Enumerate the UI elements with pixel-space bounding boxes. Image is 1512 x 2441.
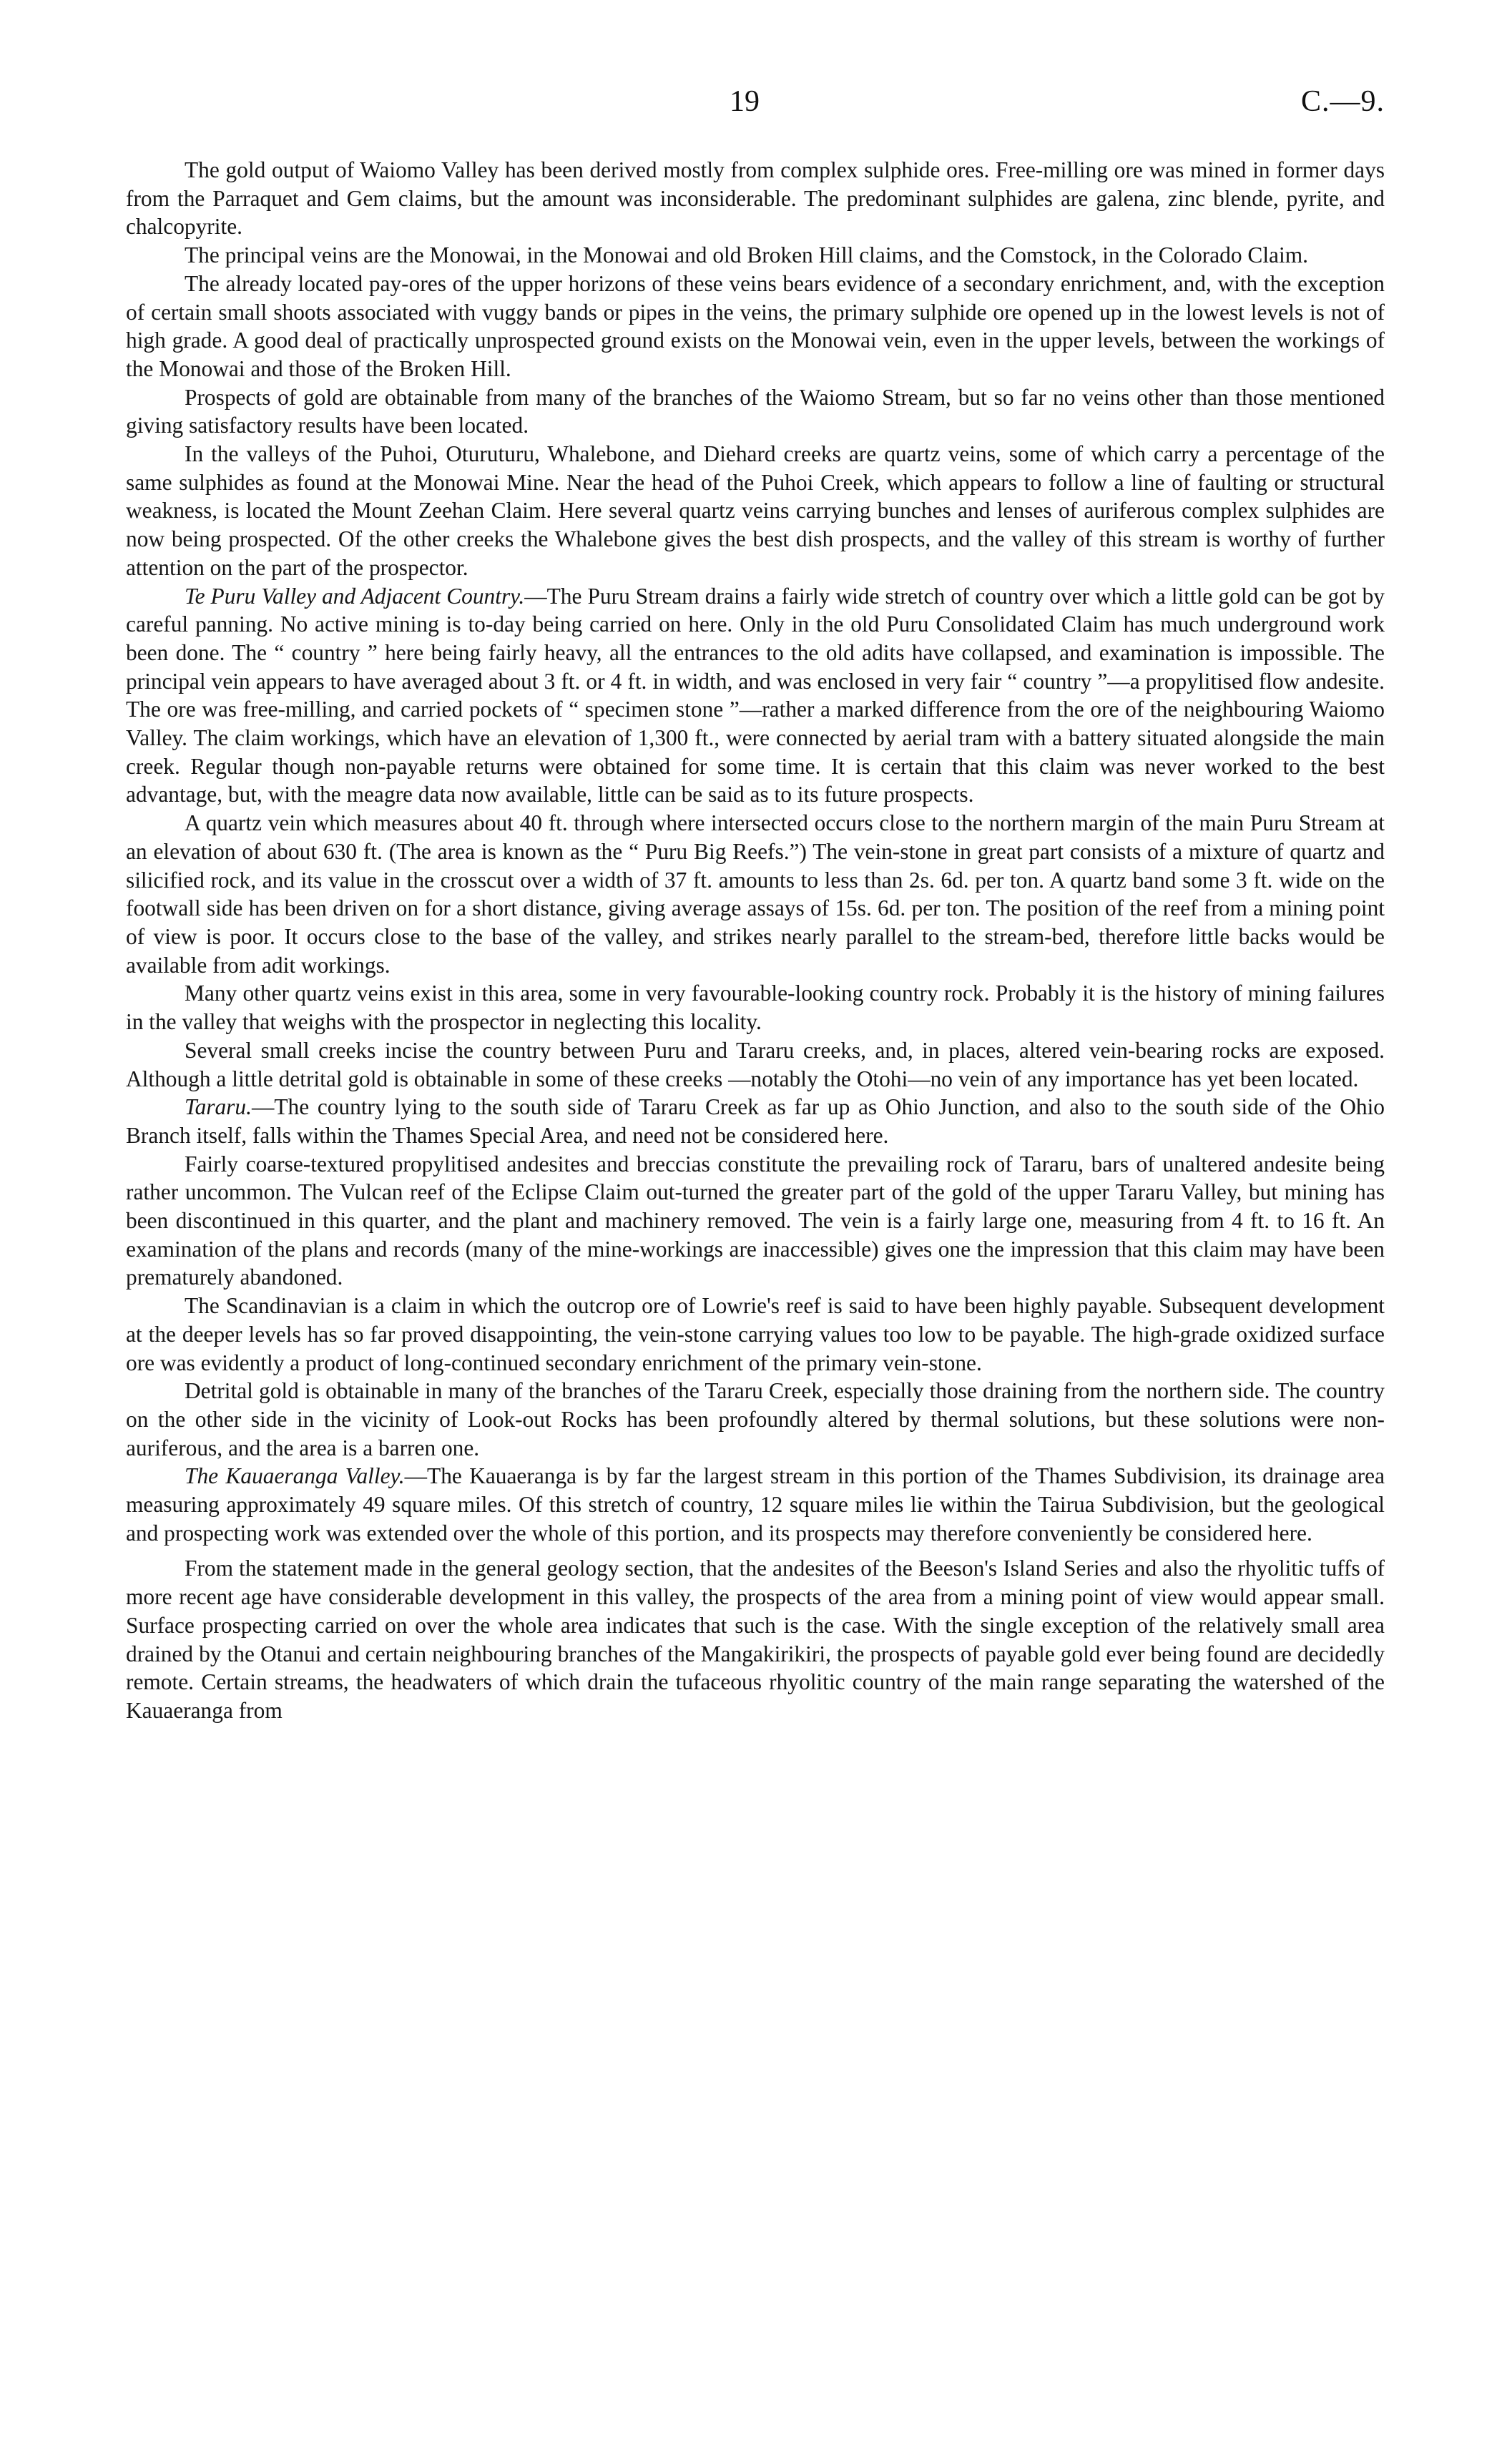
document-reference: C.—9. [1300, 85, 1385, 118]
body-text [126, 156, 1385, 1725]
page-number: 19 [730, 85, 760, 118]
paragraph-puru-big-reefs: A quartz vein which measures about 40 ft. through where intersected occurs close to the northern margin of the main Puru Stream at an elevation of about 630 ft. (The area is known as the “ Puru Big Reefs.”) The vein-stone in great part consists of a mixture of quartz and silicified rock, and its value in the crosscut over a width of 37 ft. amounts to less than 2s. 6d. per ton. A quartz band some 3 ft. wide on the footwall side has been driven on for a short distance, giving average assays of 15s. 6d. per ton. The position of the reef from a mining point of view is poor. It occurs close to the base of the valley, and strikes nearly parallel to the stream-bed, therefore little backs would be available from adit workings. [126, 810, 1385, 978]
paragraph-te-puru: Te Puru Valley and Adjacent Country.—The Puru Stream drains a fairly wide stretch of country over which a little gold can be got by careful panning. No active mining is to-day being carried on here. Only in the old Puru Consolidated Claim has much underground work been done. The “ country ” here being fairly heavy, all the entrances to the old adits have collapsed, and examination is impossible. The principal vein appears to have averaged about 3 ft. or 4 ft. in width, and was enclosed in very fair “ country ”—a propylitised flow andesite. The ore was free-milling, and carried pockets of “ specimen stone ”—rather a marked difference from the ore of the neighbouring Waiomo Valley. The claim workings, which have an elevation of 1,300 ft., were connected by aerial tram with a battery situated alongside the main creek. Regular though non-payable returns were obtained for some time. It is certain that this claim was never worked to the best advantage, but, with the meagre data now available, little can be said as to its future prospects. [126, 583, 1385, 807]
paragraph-pay-ores: The already located pay-ores of the upper horizons of these veins bears evidence of a secondary enrichment, and, with the exception of certain small shoots associated with vuggy bands or pipes in the veins, the primary sulphide ore opened up in the lowest levels is not of high grade. A good deal of practically unprospected ground exists on the Monowai vein, even in the upper levels, between the workings of the Monowai and those of the Broken Hill. [126, 270, 1385, 381]
section-heading-te-puru: Te Puru Valley and Adjacent Country. [185, 583, 525, 609]
section-heading-tararu: Tararu. [185, 1094, 252, 1120]
paragraph-other-quartz-veins: Many other quartz veins exist in this area, some in very favourable-looking country rock. Probably it is the history of mining failures in the valley that weighs with the prospector in neglecting this locality. [126, 981, 1385, 1035]
paragraph-tararu-rocks: Fairly coarse-textured propylitised andesites and breccias constitute the prevailing rock of Tararu, bars of unaltered andesite being rather uncommon. The Vulcan reef of the Eclipse Claim out-turned the greater part of the gold of the upper Tararu Valley, but mining has been discontinued in this quarter, and the plant and machinery removed. The vein is a fairly large one, measuring from 4 ft. to 16 ft. An examination of the plans and records (many of the mine-workings are inaccessible) gives one the impression that this claim may have been prematurely abandoned. [126, 1151, 1385, 1290]
paragraph-prospects-waiomo: Prospects of gold are obtainable from many of the branches of the Waiomo Stream, but so far no veins other than those mentioned giving satisfactory results have been located. [126, 384, 1385, 438]
section-heading-kauaeranga: The Kauaeranga Valley. [185, 1463, 405, 1489]
page-header [0, 84, 1512, 127]
paragraph-small-creeks: Several small creeks incise the country between Puru and Tararu creeks, and, in places, altered vein-bearing rocks are exposed. Although a little detrital gold is obtainable in some of these creeks —notably the Otohi—no vein of any importance has yet been located. [126, 1037, 1385, 1091]
paragraph-principal-veins: The principal veins are the Monowai, in the Monowai and old Broken Hill claims, and the Comstock, in the Colorado Claim. [185, 242, 1308, 268]
paragraph-scandinavian: The Scandinavian is a claim in which the outcrop ore of Lowrie's reef is said to have been highly payable. Subsequent development at the deeper levels has so far proved disappointing, the vein-stone carrying values too low to be payable. The high-grade oxidized surface ore was evidently a product of long-continued secondary enrichment of the primary vein-stone. [126, 1293, 1385, 1375]
paragraph-puhoi-valleys: In the valleys of the Puhoi, Oturuturu, Whalebone, and Diehard creeks are quartz veins, some of which carry a percentage of the same sulphides as found at the Monowai Mine. Near the head of the Puhoi Creek, which appears to follow a line of faulting or structural weakness, is located the Mount Zeehan Claim. Here several quartz veins carrying bunches and lenses of auriferous complex sulphides are now being prospected. Of the other creeks the Whalebone gives the best dish prospects, and the valley of this stream is worthy of further attention on the part of the prospector. [126, 441, 1385, 580]
paragraph-waiomo-output: The gold output of Waiomo Valley has been derived mostly from complex sulphide ores. Free-milling ore was mined in former days from the Parraquet and Gem claims, but the amount was inconsiderable. The predominant sulphides are galena, zinc blende, pyrite, and chalcopyrite. [126, 157, 1385, 240]
paragraph-tararu: Tararu.—The country lying to the south side of Tararu Creek as far up as Ohio Junction, and also to the south side of the Ohio Branch itself, falls within the Thames Special Area, and need not be considered here. [126, 1094, 1385, 1148]
paragraph-kauaeranga: The Kauaeranga Valley.—The Kauaeranga is by far the largest stream in this portion of the Thames Subdivision, its drainage area measuring approximately 49 square miles. Of this stretch of country, 12 square miles lie within the Tairua Subdivision, but the geological and prospecting work was extended over the whole of this portion, and its prospects may therefore conveniently be considered here. [126, 1463, 1385, 1546]
paragraph-detrital-gold: Detrital gold is obtainable in many of the branches of the Tararu Creek, especially those draining from the northern side. The country on the other side in the vicinity of Look-out Rocks has been profoundly altered by thermal solutions, but these solutions were non-auriferous, and the area is a barren one. [126, 1378, 1385, 1460]
paragraph-general-geology: From the statement made in the general geology section, that the andesites of the Beeson's Island Series and also the rhyolitic tuffs of more recent age have considerable development in this valley, the prospects of the area from a mining point of view would appear small. Surface prospecting carried on over the whole area indicates that such is the case. With the single exception of the relatively small area drained by the Otanui and certain neighbouring branches of the Mangakirikiri, the prospects of payable gold ever being found are decidedly remote. Certain streams, the headwaters of which drain the tufaceous rhyolitic country of the main range separating the watershed of the Kauaeranga from [126, 1556, 1385, 1723]
